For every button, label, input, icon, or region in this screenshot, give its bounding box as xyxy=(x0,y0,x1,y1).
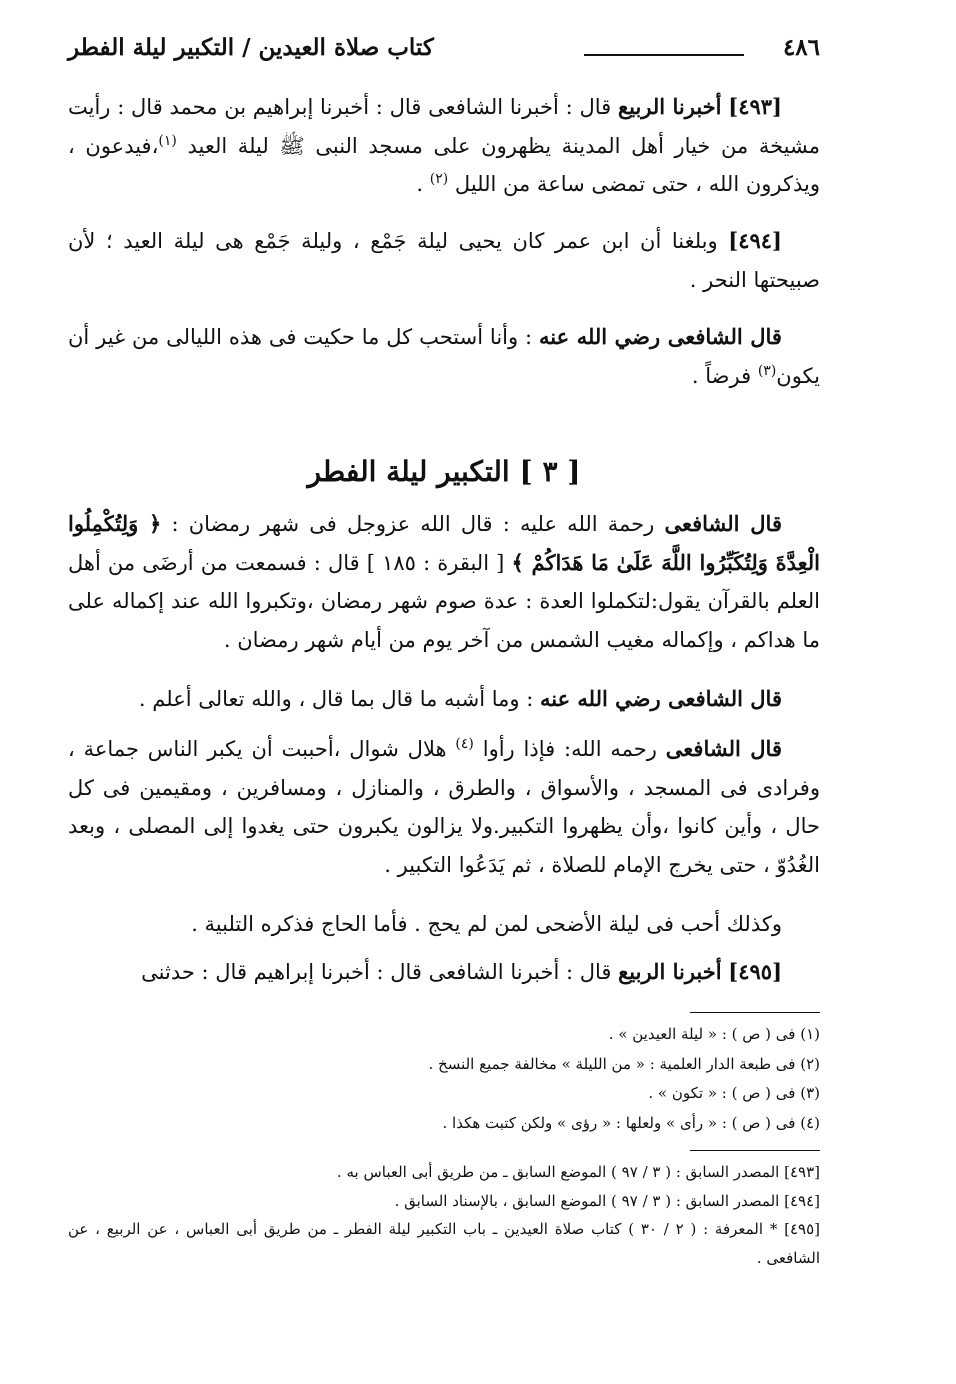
paragraph-shafii-4 xyxy=(68,730,820,884)
footnotes xyxy=(68,1020,820,1138)
references-separator xyxy=(690,1150,820,1151)
speaker-lead: قال الشافعى رضي الله عنه xyxy=(539,324,782,349)
hadith-number: [٤٩٥] xyxy=(728,959,782,984)
page-header xyxy=(68,34,820,70)
source-references xyxy=(68,1158,820,1272)
paragraph-shafii-2 xyxy=(68,505,820,659)
paragraph-text: قال : أخبرنا الشافعى قال : أخبرنا إبراهيم قال : حدثنى xyxy=(141,960,612,984)
speaker-lead: قال الشافعى xyxy=(664,511,782,536)
reference-item: [٤٩٣] المصدر السابق : ( ٣ / ٩٧ ) الموضع السابق ـ من طريق أبى العباس به . xyxy=(336,1163,820,1181)
footnote-marker: (١) xyxy=(158,132,177,149)
footnote-marker: (٤) xyxy=(455,736,474,752)
paragraph-text: هلال شوال ،أحببت أن يكبر الناس جماعة ، وفرادى فى المسجد ، والأسواق ، والطرق ، والمنازل ، ومسافرين ، ومقيمين فى كل حال ، وأين كانوا ،وأن يظهروا التكبير.ولا يزالون يكبرون حتى يغدوا إلى المصلى ، وبعد الغُدُوّ ، حتى يخرج الإمام للصلاة ، ثم يَدَعُوا التكبير . xyxy=(68,737,820,877)
paragraph-text: : وما أشبه ما قال بما قال ، والله تعالى أعلم . xyxy=(138,687,534,711)
speaker-lead: قال الشافعى xyxy=(665,736,782,761)
hadith-number: [٤٩٣] xyxy=(728,94,782,119)
paragraph-text: [ البقرة : ١٨٥ ] قال : فسمعت من أرضَى من أهل العلم بالقرآن يقول:لتكملوا العدة : عدة صوم شهر رمضان ،وتكبروا الله عند إكماله على ما هداكم ، وإكماله مغيب الشمس من آخر يوم من أيام شهر رمضان . xyxy=(68,550,820,652)
footnote-item: (١) فى ( ص ) : « ليلة العيدين » . xyxy=(608,1025,820,1043)
paragraph-shafii-1 xyxy=(68,318,820,395)
paragraph-text: وكذلك أحب فى ليلة الأضحى لمن لم يحج . فأما الحاج فذكره التلبية . xyxy=(191,912,782,936)
page-number: ٤٨٦ xyxy=(782,34,820,61)
quran-verse: ﴿ وَلِتُكْمِلُوا الْعِدَّةَ وَلِتُكَبِّرُوا اللَّهَ عَلَىٰ مَا هَدَاكُمْ ﴾ xyxy=(68,511,820,575)
footnote-item: (٤) فى ( ص ) : « رأى » ولعلها : « رؤى » ولكن كتبت هكذا . xyxy=(442,1113,820,1132)
footnote-item: (٣) فى ( ص ) : « تكون » . xyxy=(648,1084,820,1102)
hadith-number: [٤٩٤] xyxy=(728,228,782,253)
paragraph-text: ،فيدعون ، ويذكرون الله ، حتى تمضى ساعة من الليل xyxy=(68,133,820,196)
footnote-separator xyxy=(690,1012,820,1013)
footnote-item: (٢) فى طبعة الدار العلمية : « من الليلة » مخالفة جميع النسخ . xyxy=(428,1054,820,1073)
footnote-marker: (٢) xyxy=(429,171,449,187)
reference-item: [٤٩٥] * المعرفة : ( ٢ / ٣٠ ) كتاب صلاة العيدين ـ باب التكبير ليلة الفطر ـ من طريق أبى العباس ، عن الربيع ، عن الشافعى . xyxy=(68,1220,820,1267)
paragraph-text: وبلغنا أن ابن عمر كان يحيى ليلة جَمْع ، وليلة جَمْع هى ليلة العيد ؛ لأن صبيحتها النحر . xyxy=(68,229,820,292)
narrator-lead: أخبرنا الربيع xyxy=(618,959,722,984)
section-title: [ ٣ ] التكبير ليلة الفطر xyxy=(307,455,581,488)
paragraph-text: رحمه الله: فإذا رأوا xyxy=(482,737,657,761)
reference-item: [٤٩٤] المصدر السابق : ( ٣ / ٩٧ ) الموضع السابق ، بالإسناد السابق . xyxy=(394,1191,820,1210)
paragraph-494 xyxy=(68,222,820,299)
paragraph-shafii-3 xyxy=(68,680,820,719)
paragraph-end: . xyxy=(416,172,424,196)
header-rule xyxy=(584,54,744,56)
paragraph-495 xyxy=(68,953,820,992)
running-title: كتاب صلاة العيدين / التكبير ليلة الفطر xyxy=(68,34,434,61)
narrator-lead: أخبرنا الربيع xyxy=(617,94,722,119)
paragraph-end: فرضاً . xyxy=(691,363,752,388)
paragraph-text: رحمة الله عليه : قال الله عزوجل فى شهر رمضان : xyxy=(171,512,655,536)
speaker-lead: قال الشافعى رضي الله عنه xyxy=(539,686,782,711)
paragraph-text: : وأنا أستحب كل ما حكيت فى هذه الليالى من غير أن يكون xyxy=(68,325,820,388)
paragraph-text: قال : أخبرنا الشافعى قال : أخبرنا إبراهيم بن محمد قال : رأيت مشيخة من خيار أهل المدينة يظهرون على مسجد النبى ﷺ ليلة العيد xyxy=(68,95,820,158)
paragraph-493 xyxy=(68,88,820,204)
paragraph-adha xyxy=(68,905,820,944)
footnote-marker: (٣) xyxy=(757,362,777,379)
